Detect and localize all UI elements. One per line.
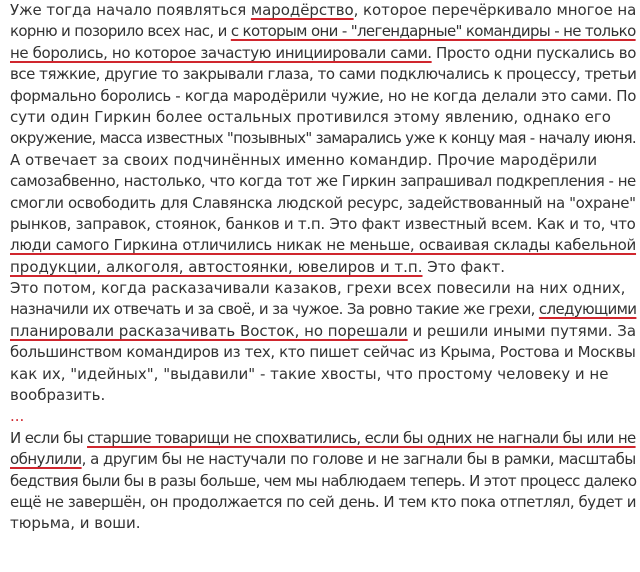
- text-line: [10, 321, 636, 342]
- underlined-phrase: планировали расказачивать Восток, но порешали: [10, 321, 408, 340]
- text-segment: Просто одни пускались во: [431, 43, 637, 62]
- text-segment: бедствия были бы в разы больше, чем мы наблюдаем теперь. И этот процесс далеко: [10, 471, 637, 490]
- text-line: [10, 64, 636, 85]
- underlined-phrase: старшие товарищи не спохватились, если бы одних не нагнали бы или не: [87, 428, 636, 447]
- text-line: [10, 513, 636, 534]
- text-segment: сути один Гиркин более остальных противился этому явлению, однако его: [10, 107, 611, 126]
- text-line: [10, 107, 636, 128]
- text-line: [10, 86, 636, 107]
- text-segment: тюрьма, и воши.: [10, 514, 141, 533]
- paragraph: [10, 0, 636, 278]
- text-line: [10, 171, 636, 192]
- text-segment: корню и позорило всех нас, и: [10, 22, 231, 41]
- text-line: [10, 449, 636, 470]
- text-segment: смогли освободить для Славянска людской ресурс, задействованный на "охране": [10, 193, 636, 212]
- underlined-phrase: люди самого Гиркина отличились никак не меньше, осваивая склады кабельной: [10, 236, 637, 255]
- paragraph: [10, 428, 636, 535]
- article-text: [10, 0, 636, 535]
- text-segment: рынков, заправок, стоянок, банков и т.п. Это факт известный всем. Как и то, что: [10, 214, 636, 233]
- text-segment: ещё не завершён, он продолжается по сей день. И тем кто пока отпетлял, будет и: [10, 492, 637, 511]
- text-segment: самозабвенно, настолько, что когда тот же Гиркин запрашивал подкрепления - не: [10, 172, 636, 191]
- paragraph: [10, 278, 636, 406]
- text-segment: , а другим бы не настучали по голове и не загнали бы в рамки, масштабы: [81, 450, 636, 469]
- underlined-phrase: мародёрство: [250, 1, 354, 19]
- text-line: [10, 150, 636, 171]
- text-line: [10, 21, 636, 42]
- text-segment: И если бы: [10, 428, 88, 447]
- text-segment: формально боролись - когда мародёрили чужие, но не когда делали это сами. По: [10, 86, 637, 105]
- text-line: [10, 214, 636, 235]
- text-segment: окружение, масса известных "позывных" замарались уже к концу мая - началу июня.: [10, 129, 636, 148]
- text-line: [10, 0, 636, 21]
- text-line: [10, 364, 636, 385]
- text-line: [10, 299, 636, 320]
- text-segment: ...: [10, 407, 25, 426]
- text-line: [10, 193, 636, 214]
- underlined-phrase: не боролись, но которое зачастую инициировали сами.: [10, 43, 432, 62]
- text-segment: большинством командиров из тех, кто пишет сейчас из Крыма, Ростова и Москвы: [10, 343, 636, 362]
- text-line: [10, 492, 636, 513]
- underlined-phrase: обнулили: [10, 450, 82, 469]
- text-line: [10, 471, 636, 492]
- ellipsis-separator: [10, 406, 636, 427]
- text-line: [10, 406, 636, 427]
- text-segment: назначили их отвечать и за своё, и за чужое. За ровно такие же грехи,: [10, 300, 539, 319]
- text-segment: А отвечает за своих подчинённых именно командир. Прочие мародёрили: [10, 150, 598, 169]
- text-segment: все тяжкие, другие то закрывали глаза, то сами подключались к процессу, третьи: [10, 65, 637, 84]
- underlined-phrase: следующими: [538, 300, 637, 319]
- text-line: [10, 128, 636, 149]
- text-line: [10, 43, 636, 64]
- text-segment: Это потом, когда расказачивали казаков, грехи всех повесили на них одних,: [10, 279, 626, 298]
- text-line: [10, 428, 636, 449]
- underlined-phrase: продукции, алкоголя, автостоянки, ювелиров и т.п.: [10, 257, 423, 276]
- text-segment: и решили иными путями. За: [407, 321, 637, 340]
- text-segment: Это факт.: [422, 257, 506, 276]
- text-segment: как их, "идейных", "выдавили" - такие хвосты, что простому человеку и не: [10, 364, 609, 383]
- text-line: [10, 235, 636, 256]
- text-line: [10, 257, 636, 278]
- text-line: [10, 278, 636, 299]
- underlined-phrase: с которым они - "легендарные" командиры - не только: [230, 22, 636, 41]
- text-segment: Уже тогда начало появляться: [10, 1, 251, 19]
- text-segment: , которое перечёркивало многое на: [353, 1, 637, 19]
- text-line: [10, 385, 636, 406]
- text-segment: вообразить.: [10, 386, 106, 405]
- text-line: [10, 342, 636, 363]
